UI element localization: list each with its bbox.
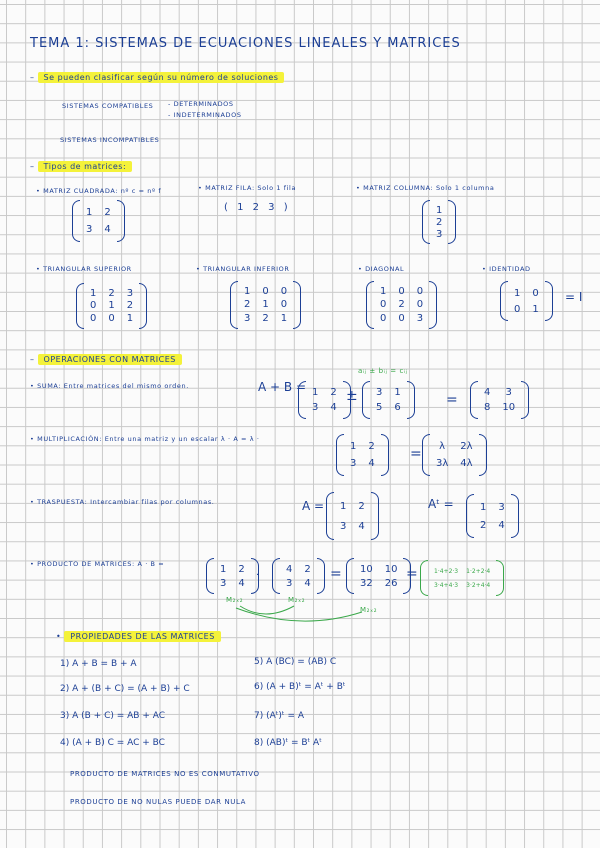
matrix-cell: 3λ xyxy=(436,458,449,469)
matrix-cell: 1 xyxy=(532,303,539,315)
matriz-fila-label: • MATRIZ FILA: Solo 1 fila xyxy=(198,184,297,192)
matrix-cell: 6 xyxy=(394,402,401,413)
matrix-cell: 3 xyxy=(340,520,347,532)
matrix-cell: 4λ xyxy=(460,458,473,469)
matrix-cell: 0 xyxy=(532,287,539,299)
tipos-heading-text: Tipos de matrices: xyxy=(38,161,133,172)
suma-equals: = xyxy=(446,392,458,408)
matrix-cell: 10 xyxy=(384,563,398,575)
clasificacion-heading-text: Se pueden clasificar según su número de soluciones xyxy=(38,72,285,83)
matrix-cell: 2 xyxy=(330,387,337,398)
identidad-label: • IDENTIDAD xyxy=(482,265,531,273)
matriz-cuadrada-text: MATRIZ CUADRADA: nº c = nº f xyxy=(43,187,162,195)
matrix-cell: 1 xyxy=(90,287,97,299)
matrix-cell: 4 xyxy=(104,224,111,235)
matrix-cell: 0 xyxy=(398,312,405,324)
matrix-cell: 0 xyxy=(380,312,387,324)
matrix-cell: 2 xyxy=(368,441,375,452)
matrix-cell: 8 xyxy=(484,402,491,413)
matrix-cell: 3 xyxy=(220,577,227,589)
determinados: - DETERMINADOS xyxy=(168,100,234,108)
matrix-cell: 0 xyxy=(108,313,115,325)
matrix-cell: 3 xyxy=(286,577,293,589)
matrix-cell: 0 xyxy=(416,299,424,311)
matrix-cell: 1 xyxy=(280,312,288,324)
matrix-cell: 2 xyxy=(358,500,365,512)
propiedad-4: 4) (A + B) C = AC + BC xyxy=(60,738,165,748)
indeterminados: - INDETERMINADOS xyxy=(168,111,242,119)
matrix-cell: 2 xyxy=(436,216,443,228)
triangular-superior-label: • TRIANGULAR SUPERIOR xyxy=(36,265,132,273)
traspuesta-text: TRASPUESTA: Intercambiar filas por columnas. xyxy=(37,498,215,506)
sistemas-incompatibles: SISTEMAS INCOMPATIBLES xyxy=(60,136,160,144)
matrix-cell: 3 xyxy=(498,501,505,513)
matrix-cell: 1 xyxy=(126,313,134,325)
nota-conmutativo: PRODUCTO DE MATRICES NO ES CONMUTATIVO xyxy=(70,770,260,778)
matrix-cell: 3 xyxy=(86,224,93,235)
suma-expr: A + B = xyxy=(258,380,306,394)
matrix-cell: 1 xyxy=(86,207,93,218)
matrix-cell: 1 xyxy=(340,500,347,512)
matrix-cell: 3 xyxy=(436,228,443,240)
matriz-fila-text: MATRIZ FILA: Solo 1 fila xyxy=(205,184,297,192)
propiedad-3: 3) A (B + C) = AB + AC xyxy=(60,711,165,721)
identidad-equals: = I xyxy=(565,290,583,304)
matrix-cell: 1 xyxy=(380,286,387,298)
tipos-heading: – Tipos de matrices: xyxy=(30,162,132,171)
matrix-cell: 1·4+2·3 xyxy=(434,567,459,575)
matriz-columna-label: • MATRIZ COLUMNA: Solo 1 columna xyxy=(356,184,495,192)
matrix-cell: 0 xyxy=(90,313,97,325)
traspuesta-a-label: A = xyxy=(302,499,325,513)
multiplicacion-text: MULTIPLICACIÓN: Entre una matriz y un escalar λ · A = λ · xyxy=(37,435,260,443)
matrix-cell: 0 xyxy=(514,303,521,315)
matrix-cell: 2 xyxy=(238,563,245,575)
matrix-cell: 2 xyxy=(262,312,269,324)
matrix-cell: 1 xyxy=(394,387,401,398)
matrix-cell: 2 xyxy=(108,287,115,299)
propiedad-2: 2) A + (B + C) = (A + B) + C xyxy=(60,684,190,694)
producto-equals: = xyxy=(330,566,342,582)
producto-label: • PRODUCTO DE MATRICES: A · B = xyxy=(30,560,165,568)
identidad-text: IDENTIDAD xyxy=(489,265,531,273)
matrix-cell: 4 xyxy=(286,563,293,575)
matrix-cell: 1 xyxy=(244,286,251,298)
tri-sup-text: TRIANGULAR SUPERIOR xyxy=(43,265,132,273)
matrix-cell: 1 xyxy=(312,387,319,398)
matrix-cell: λ xyxy=(439,441,446,452)
dim-arrow-path xyxy=(240,606,294,614)
matrix-cell: 3 xyxy=(312,402,319,413)
matrix-cell: 0 xyxy=(416,286,424,298)
matrix-cell: 0 xyxy=(280,299,288,311)
suma-note: aᵢⱼ ± bᵢⱼ = cᵢⱼ xyxy=(358,367,408,375)
matrix-cell: 1 xyxy=(436,204,443,216)
suma-operator: ± xyxy=(346,388,358,404)
operaciones-heading-text: OPERACIONES CON MATRICES xyxy=(38,354,182,365)
matrix-cell: 1 xyxy=(480,501,487,513)
matrix-cell: 5 xyxy=(376,402,383,413)
matriz-columna-text: MATRIZ COLUMNA: Solo 1 columna xyxy=(363,184,495,192)
producto-equals-2: = xyxy=(406,566,418,582)
sistemas-compatibles: SISTEMAS COMPATIBLES xyxy=(62,102,154,110)
matrix-cell: 4 xyxy=(368,458,375,469)
matrix-cell: 2 xyxy=(104,207,111,218)
matrix-cell: 1·2+2·4 xyxy=(466,567,491,575)
suma-label: • SUMA: Entre matrices del mismo orden. xyxy=(30,382,189,390)
producto-text: PRODUCTO DE MATRICES: A · B = xyxy=(37,560,165,568)
determinados-text: DETERMINADOS xyxy=(173,100,234,108)
matrix-cell: 3·2+4·4 xyxy=(466,581,491,589)
dim-a: M₂ₓ₂ xyxy=(226,596,244,604)
matrix-cell: 4 xyxy=(358,520,365,532)
indeterminados-text: INDETERMINADOS xyxy=(173,111,242,119)
matrix-cell: 3 xyxy=(244,312,251,324)
traspuesta-t-label: Aᵗ = xyxy=(428,497,454,511)
propiedades-heading-text: PROPIEDADES DE LAS MATRICES xyxy=(64,631,221,642)
matrix-cell: 2λ xyxy=(460,441,473,452)
clasificacion-heading: – Se pueden clasificar según su número de soluciones xyxy=(30,73,284,82)
nota-nula: PRODUCTO DE NO NULAS PUEDE DAR NULA xyxy=(70,798,247,806)
matrix-cell: 3 xyxy=(126,287,134,299)
matrix-cell: 1 xyxy=(220,563,227,575)
matrix-cell: 3 xyxy=(376,387,383,398)
matrix-cell: 2 xyxy=(304,563,311,575)
matrix-cell: 4 xyxy=(484,387,491,398)
suma-text: SUMA: Entre matrices del mismo orden. xyxy=(37,382,189,390)
matrix-cell: 4 xyxy=(238,577,245,589)
traspuesta-label: • TRASPUESTA: Intercambiar filas por columnas. xyxy=(30,498,215,506)
matriz-cuadrada-label: • MATRIZ CUADRADA: nº c = nº f xyxy=(36,187,162,195)
dim-arrow-path-2 xyxy=(236,608,362,621)
operaciones-heading: – OPERACIONES CON MATRICES xyxy=(30,355,182,364)
matrix-cell: 0 xyxy=(262,286,269,298)
matrix-cell: 2 xyxy=(398,299,405,311)
matrix-cell: 3 xyxy=(350,458,357,469)
propiedad-6: 6) (A + B)ᵗ = Aᵗ + Bᵗ xyxy=(254,682,346,692)
matrix-cell: 1 xyxy=(262,299,269,311)
matrix-cell: 4 xyxy=(330,402,337,413)
propiedades-heading: • PROPIEDADES DE LAS MATRICES xyxy=(56,632,221,641)
matrix-cell: 4 xyxy=(304,577,311,589)
matrix-cell: 4 xyxy=(498,519,505,531)
dim-b: M₂ₓ₂ xyxy=(288,596,306,604)
mult-equals: = xyxy=(410,446,422,462)
diagonal-label: • DIAGONAL xyxy=(358,265,405,273)
propiedad-8: 8) (AB)ᵗ = Bᵗ Aᵗ xyxy=(254,738,322,748)
fila-values: 1 2 3 xyxy=(237,202,278,213)
matrix-cell: 10 xyxy=(502,402,516,413)
matrix-cell: 0 xyxy=(380,299,387,311)
page-title: TEMA 1: SISTEMAS DE ECUACIONES LINEALES Y MATRICES xyxy=(30,36,461,51)
dim-r: M₂ₓ₂ xyxy=(360,606,378,614)
matriz-fila: ( 1 2 3 ) xyxy=(224,202,291,213)
producto-dot: · xyxy=(256,570,260,581)
multiplicacion-label: • MULTIPLICACIÓN: Entre una matriz y un escalar λ · A = λ · xyxy=(30,435,260,443)
matrix-cell: 0 xyxy=(280,286,288,298)
diagonal-text: DIAGONAL xyxy=(365,265,405,273)
matrix-cell: 3 xyxy=(505,387,512,398)
matrix-cell: 10 xyxy=(360,563,373,575)
propiedad-5: 5) A (BC) = (AB) C xyxy=(254,657,337,667)
matrix-cell: 1 xyxy=(108,300,115,312)
propiedad-1: 1) A + B = B + A xyxy=(60,659,137,669)
matrix-cell: 0 xyxy=(90,300,97,312)
propiedad-7: 7) (Aᵗ)ᵗ = A xyxy=(254,711,305,721)
matrix-cell: 0 xyxy=(398,286,405,298)
matrix-cell: 1 xyxy=(514,287,521,299)
matrix-cell: 32 xyxy=(360,577,373,589)
matrix-cell: 2 xyxy=(126,300,134,312)
matrix-cell: 2 xyxy=(480,519,487,531)
matrix-cell: 1 xyxy=(350,441,357,452)
matrix-cell: 3·4+4·3 xyxy=(434,581,459,589)
matrix-cell: 26 xyxy=(384,577,398,589)
triangular-inferior-label: • TRIANGULAR INFERIOR xyxy=(196,265,290,273)
matrix-cell: 2 xyxy=(244,299,251,311)
tri-inf-text: TRIANGULAR INFERIOR xyxy=(203,265,290,273)
matrix-cell: 3 xyxy=(416,312,424,324)
